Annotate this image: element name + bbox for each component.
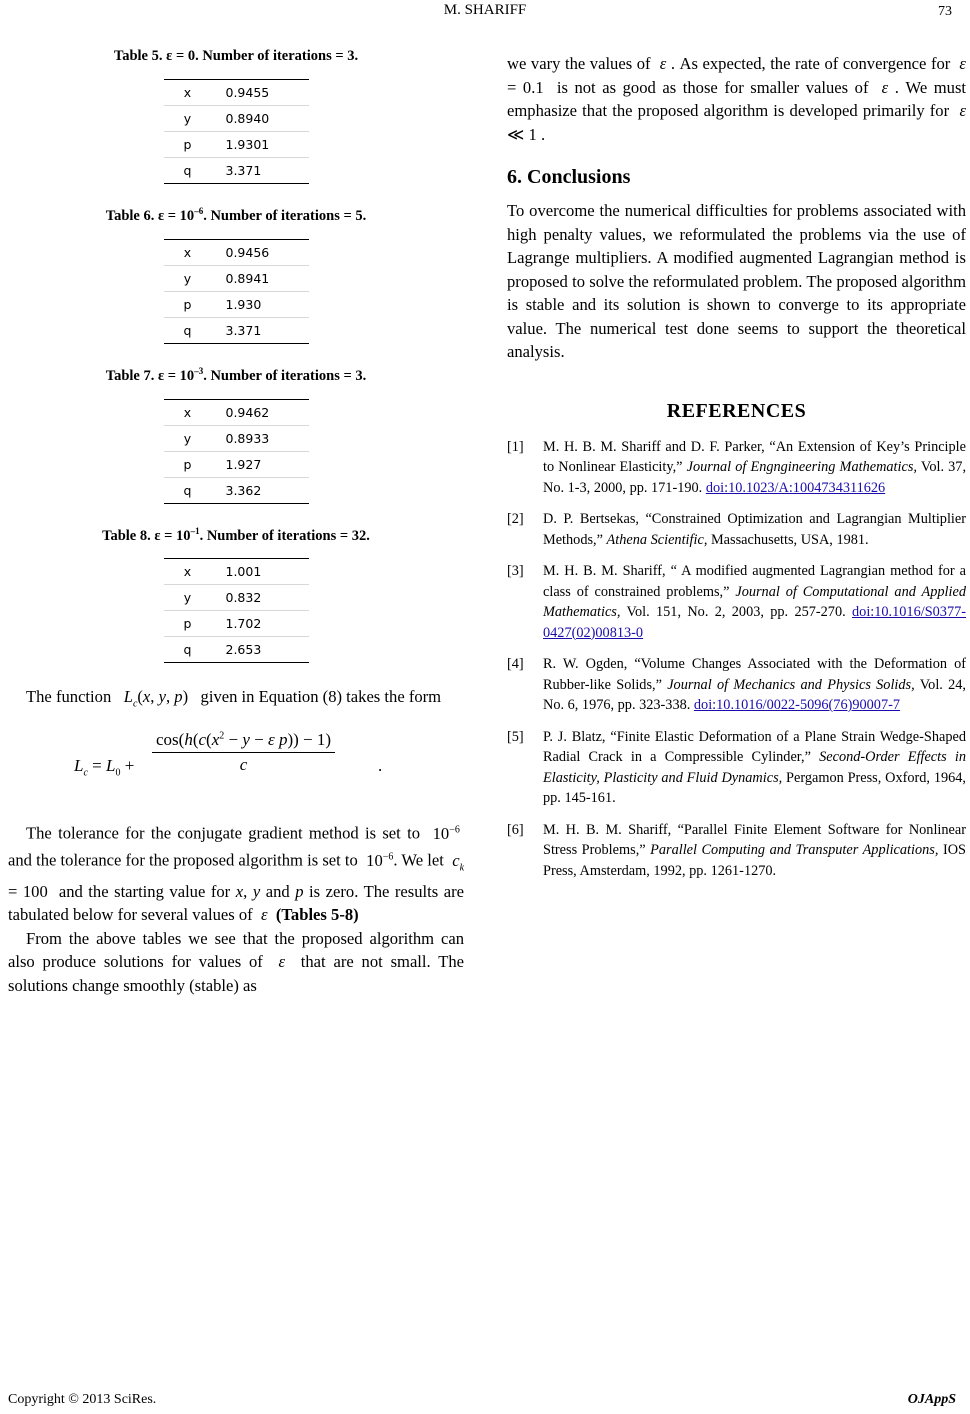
table-7 [8, 366, 464, 504]
equation-fraction [152, 730, 335, 775]
running-head: M. SHARIFF [443, 2, 527, 18]
table-cell-label: y [183, 430, 192, 446]
reference-number: [6] [507, 821, 524, 838]
text-span: p [295, 881, 304, 901]
table-5-caption: Table 5. ε = 0. Number of iterations = 3. [113, 48, 359, 64]
reference-item [507, 820, 966, 882]
paragraph-observation [8, 927, 464, 998]
table-5-data [164, 79, 309, 184]
math-eps: ε [278, 952, 286, 972]
table-row [164, 585, 309, 611]
caption-text: . Number of iterations = 32. [199, 527, 370, 544]
table-row [164, 637, 309, 663]
equation-lhs: $L_c = L_0$ + [74, 756, 135, 779]
table-cell-label: p [183, 616, 192, 632]
reference-details: Vol. 24, No. 6, 1976, pp. 323-338. [543, 676, 966, 713]
reference-journal: Journal of Mechanics and Physics Solids, [667, 676, 915, 693]
math-eps-ll1: ε ≪ 1 [507, 101, 966, 144]
math-eps: ε [881, 77, 889, 97]
reference-item [507, 561, 966, 643]
reference-details: Vol. 37, No. 1-3, 2000, pp. 171-190. [543, 459, 967, 496]
table-8-caption [8, 526, 464, 545]
reference-authors-title: D. P. Bertsekas, “Constrained Optimization and Lagrangian Multiplier Methods,” [543, 511, 966, 548]
text-span: given in Equation (8) takes the form [200, 687, 442, 707]
table-row [164, 317, 309, 343]
table-row [164, 106, 309, 132]
reference-authors-title: M. H. B. M. Shariff, “Parallel Finite Element Software for Nonlinear Stress Problems,” [543, 821, 966, 858]
page-number: 73 [938, 4, 952, 19]
math-ck: $c_k = 100$ [8, 850, 465, 901]
table-cell-value: 0.8941 [225, 270, 270, 286]
paragraph-function [8, 685, 464, 716]
reference-journal: Journal of Engngineering Mathematics, [686, 459, 917, 475]
table-cell-label: y [183, 590, 192, 606]
reference-journal: Journal of Computational and Applied Mathematics, [543, 583, 966, 620]
table-cell-value: 3.371 [225, 322, 262, 338]
table-cell-label: x [183, 85, 192, 100]
text-span: is zero. The results are tabulated below for several values of [8, 881, 464, 925]
reference-details: Pergamon Press, Oxford, 1964, pp. 145-161. [543, 769, 966, 806]
reference-text [543, 509, 966, 550]
doi-link[interactable]: doi:10.1023/A:1004734311626 [705, 479, 886, 496]
table-cell-value: 0.8940 [225, 111, 270, 126]
reference-authors-title: P. J. Blatz, “Finite Elastic Deformation of a Plane Strain Wedge-Shaped Radial Crack in a Compressible Cylinder,” [543, 728, 966, 765]
reference-number: [4] [507, 656, 524, 672]
reference-number: [2] [507, 511, 524, 527]
table-cell-value: 0.9455 [225, 85, 270, 100]
table-row [164, 239, 309, 265]
text-span: , [243, 881, 248, 901]
table-cell-label: y [183, 270, 192, 286]
text-span: The function [26, 687, 112, 707]
conclusions-text: To overcome the numerical difficulties for problems associated with high penalty values, we reformulated the problems via the use of Lagrange multipliers. A modified augmented Lagrangian method is proposed to solve the reformulated problem. The proposed algorithm is stable and its solution is shown to converge to its appropriate value. The numerical test done seems to support the theoretical analysis. [507, 201, 966, 361]
table-row [164, 291, 309, 317]
equation-denominator: c [239, 755, 248, 775]
table-5 [8, 48, 464, 184]
conclusions-heading: 6. Conclusions [507, 166, 631, 188]
doi-link[interactable]: doi:10.1016/S0377-0427(02)00813-0 [543, 604, 966, 641]
table-cell-label: p [183, 456, 192, 472]
reference-journal: Athena Scientific [606, 531, 704, 548]
reference-text [543, 820, 966, 882]
reference-item [507, 727, 966, 809]
table-row [164, 425, 309, 451]
table-cell-value: 0.832 [225, 590, 262, 606]
caption-exponent: –6 [194, 206, 204, 216]
table-6-data [164, 239, 309, 344]
reference-text [543, 561, 966, 643]
table-row [164, 132, 309, 158]
table-cell-value: 3.371 [225, 163, 262, 178]
table-cell-value: 0.9456 [225, 244, 270, 260]
text-span: (Tables 5-8) [275, 905, 359, 925]
footer-copyright: Copyright © 2013 SciRes. [8, 1392, 157, 1407]
math-eps: ε [260, 905, 268, 925]
equation-lc [8, 726, 464, 806]
paragraph-convergence [507, 52, 966, 146]
reference-authors-title: R. W. Ogden, “Volume Changes Associated with the Deformation of Rubber-like Solids,” [543, 656, 966, 693]
text-span: and the starting value for [58, 881, 231, 901]
table-row [164, 158, 309, 184]
math-tol-2: $10^{-6}$ [362, 850, 394, 870]
table-cell-label: q [183, 322, 192, 338]
text-span: The tolerance for the conjugate gradient method is set to [26, 823, 420, 843]
table-6 [8, 206, 464, 344]
paragraph-tolerance [8, 818, 464, 926]
table-cell-label: x [183, 564, 192, 580]
table-cell-label: p [183, 296, 192, 312]
reference-item [507, 509, 966, 550]
table-cell-value: 1.930 [225, 296, 262, 312]
table-cell-value: 1.001 [225, 564, 262, 580]
text-span: we vary the values of [507, 54, 651, 73]
reference-number: [1] [507, 438, 524, 455]
text-span: x [235, 881, 244, 901]
text-span: and [265, 881, 290, 901]
caption-exponent: –1 [190, 525, 200, 536]
reference-number: [5] [507, 728, 524, 745]
table-7-caption [8, 366, 464, 385]
reference-item [507, 437, 966, 499]
table-row [164, 265, 309, 291]
text-span: . We let [393, 850, 444, 870]
text-span: y [252, 881, 261, 901]
reference-details: , Massachusetts, USA, 1981. [703, 531, 869, 548]
reference-number: [3] [507, 563, 524, 579]
text-span: and the tolerance for the proposed algorithm is set to [8, 850, 358, 870]
table-7-data [164, 399, 309, 504]
caption-text: Table 6. ε = 10 [105, 207, 195, 224]
table-cell-value: 0.9462 [225, 404, 270, 420]
table-row [164, 477, 309, 503]
reference-authors-title: M. H. B. M. Shariff and D. F. Parker, “An Extension of Key’s Principle to Nonlinear Elasticity,” [543, 438, 966, 475]
equation-numerator: $\cos(h(c(x^2 - y - \varepsilon$ p)) − 1) [152, 730, 335, 753]
table-cell-value: 3.362 [225, 482, 262, 498]
caption-text: . Number of iterations = 3. [203, 367, 367, 384]
table-cell-value: 1.702 [225, 616, 262, 632]
text-span: . As expected, the rate of convergence for [670, 54, 951, 73]
equation-period: . [378, 756, 383, 776]
reference-text [543, 654, 966, 716]
math-tol-1: $10^{-6}$ [426, 823, 460, 843]
table-cell-label: y [183, 111, 192, 126]
table-cell-label: q [183, 163, 192, 178]
table-cell-label: q [183, 482, 192, 498]
caption-text: Table 7. ε = 10 [105, 367, 195, 384]
table-cell-label: x [183, 404, 192, 420]
table-row [164, 611, 309, 637]
text-span: . We must emphasize that the proposed algorithm is developed primarily for [507, 77, 967, 120]
reference-details: IOS Press, Amsterdam, 1992, pp. 1261-1270. [543, 842, 966, 879]
table-cell-value: 1.9301 [225, 137, 270, 152]
reference-item [507, 654, 966, 716]
table-row [164, 559, 309, 585]
reference-authors-title: M. H. B. M. Shariff, “ A modified augmented Lagrangian method for a class of constrained problems,” [543, 563, 966, 600]
doi-link[interactable]: doi:10.1016/0022-5096(76)90007-7 [693, 697, 901, 713]
references-heading: REFERENCES [666, 399, 807, 422]
table-row [164, 80, 309, 106]
table-8 [8, 526, 464, 664]
caption-exponent: –3 [194, 365, 204, 376]
table-6-caption [8, 206, 464, 225]
reference-text [543, 437, 966, 499]
table-cell-label: q [183, 642, 192, 658]
caption-text: Table 8. ε = 10 [102, 527, 191, 544]
text-span: that are not small. The solutions change smoothly (stable) as [8, 952, 465, 995]
table-cell-value: 1.927 [225, 456, 262, 472]
math-lc: $L_c(x$, y, p) [123, 687, 197, 710]
right-column [507, 52, 966, 892]
table-8-data [164, 558, 309, 663]
table-cell-value: 2.653 [225, 642, 262, 658]
text-span: . [540, 124, 546, 144]
reference-journal: Second-Order Effects in Elasticity, Plasticity and Fluid Dynamics, [543, 749, 967, 786]
math-eps-01: ε = 0.1 [507, 54, 966, 97]
reference-text [543, 727, 966, 809]
text-span: is not as good as those for smaller values of [556, 77, 869, 97]
table-row [164, 451, 309, 477]
left-column [8, 48, 464, 997]
table-cell-label: x [183, 244, 192, 260]
table-cell-label: p [183, 137, 192, 152]
math-eps: ε [659, 54, 667, 73]
reference-details: Vol. 151, No. 2, 2003, pp. 257-270. [620, 604, 853, 620]
reference-journal: Parallel Computing and Transputer Applications, [650, 842, 939, 858]
table-row [164, 399, 309, 425]
caption-text: . Number of iterations = 5. [203, 207, 367, 224]
text-span: From the above tables we see that the proposed algorithm can also produce solutions for values of [8, 928, 464, 972]
table-cell-value: 0.8933 [225, 430, 270, 446]
footer-journal: OJAppS [907, 1392, 956, 1407]
